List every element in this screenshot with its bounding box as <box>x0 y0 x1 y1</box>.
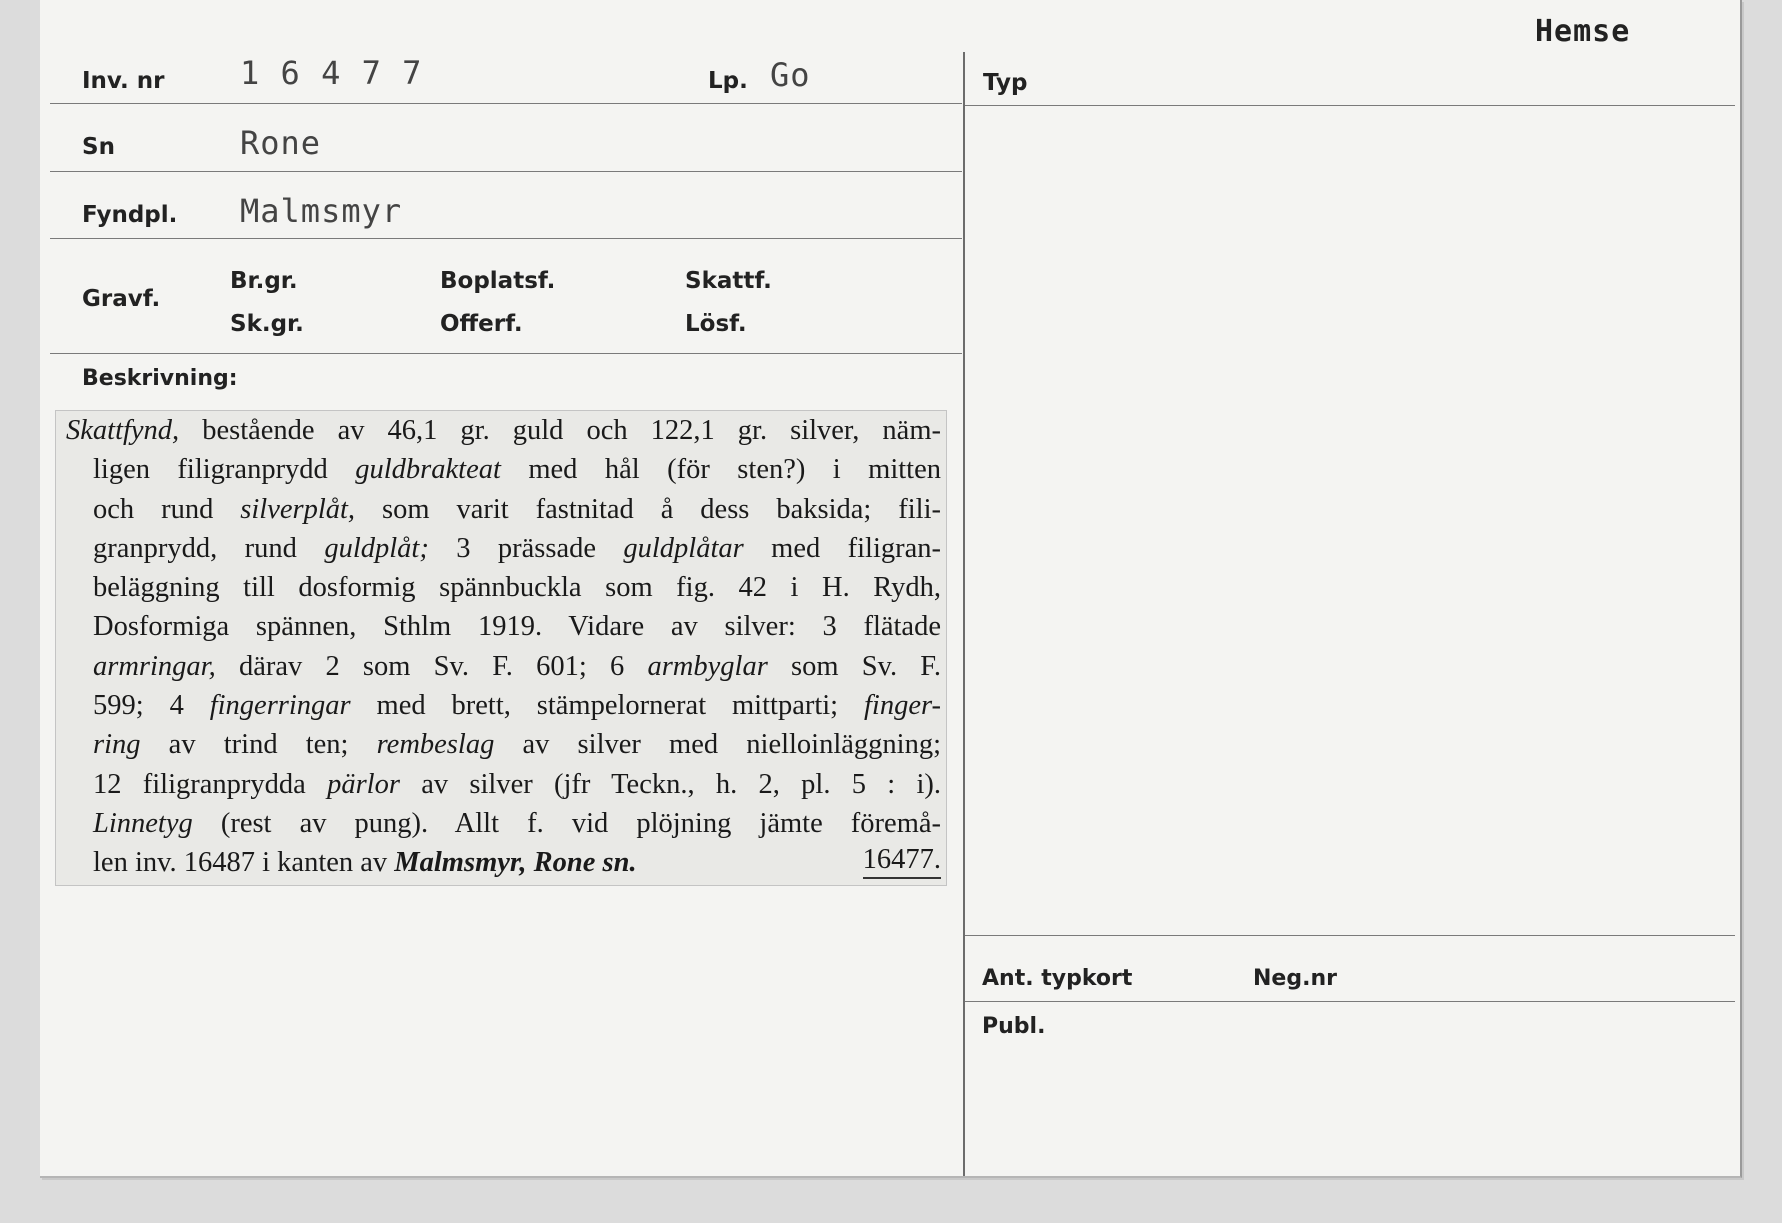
desc-line: 599; 4 fingerringar med brett, stämpelornerat mittparti; finger- <box>93 690 941 722</box>
rule-gravf <box>50 353 962 354</box>
desc-line: beläggning till dosformig spännbuckla som fig. 42 i H. Rydh, <box>93 572 941 604</box>
desc-line: Dosformiga spännen, Sthlm 1919. Vidare av silver: 3 flätade <box>93 611 941 643</box>
rule-sn <box>50 171 962 172</box>
offerf-label: Offerf. <box>440 311 523 337</box>
inv-nr-value: 1 6 4 7 7 <box>240 54 423 92</box>
desc-line: Skattfynd, bestående av 46,1 gr. guld och 122,1 gr. silver, näm- <box>66 415 941 446</box>
lp-label: Lp. <box>708 68 748 94</box>
description-slip <box>55 410 947 886</box>
ant-typkort-label: Ant. typkort <box>982 966 1133 991</box>
location-stamp: Hemse <box>1535 14 1631 49</box>
desc-line: len inv. 16487 i kanten av Malmsmyr, Rone sn. 16477. <box>93 844 941 879</box>
typ-label: Typ <box>983 70 1028 96</box>
gravf-label: Gravf. <box>82 286 161 312</box>
losf-label: Lösf. <box>685 311 747 337</box>
rule-inv <box>50 103 962 104</box>
neg-nr-label: Neg.nr <box>1253 966 1337 991</box>
desc-line: 12 filigranprydda pärlor av silver (jfr Teckn., h. 2, pl. 5 : i). <box>93 768 941 800</box>
desc-line: granprydd, rund guldplåt; 3 prässade guldplåtar med filigran- <box>93 532 941 564</box>
fyndpl-value: Malmsmyr <box>240 192 403 230</box>
desc-line: armringar, därav 2 som Sv. F. 601; 6 armbyglar som Sv. F. <box>93 650 941 682</box>
desc-line: och rund silverplåt, som varit fastnitad å dess baksida; fili- <box>93 493 941 525</box>
boplatsf-label: Boplatsf. <box>440 268 556 294</box>
column-divider <box>963 52 965 1176</box>
rule-fyndpl <box>50 238 962 239</box>
rule-ant <box>965 935 1735 936</box>
lp-value: Go <box>770 56 811 94</box>
desc-line: Linnetyg (rest av pung). Allt f. vid plöjning jämte föremå- <box>93 807 941 839</box>
sn-value: Rone <box>240 124 322 162</box>
desc-line: ring av trind ten; rembeslag av silver med nielloinläggning; <box>93 729 941 761</box>
catalog-card <box>40 0 1742 1178</box>
fyndpl-label: Fyndpl. <box>82 202 178 228</box>
sn-label: Sn <box>82 134 115 160</box>
inventory-number: 16477. <box>863 843 941 879</box>
beskrivning-label: Beskrivning: <box>82 366 238 391</box>
description-text <box>66 411 941 883</box>
sk-gr-label: Sk.gr. <box>230 311 304 337</box>
rule-publ <box>965 1001 1735 1002</box>
desc-line: ligen filigranprydd guldbrakteat med hål (för sten?) i mitten <box>93 454 941 486</box>
inv-nr-label: Inv. nr <box>82 68 165 94</box>
skattf-label: Skattf. <box>685 268 772 294</box>
rule-typ <box>965 105 1735 106</box>
publ-label: Publ. <box>982 1014 1046 1039</box>
br-gr-label: Br.gr. <box>230 268 298 294</box>
